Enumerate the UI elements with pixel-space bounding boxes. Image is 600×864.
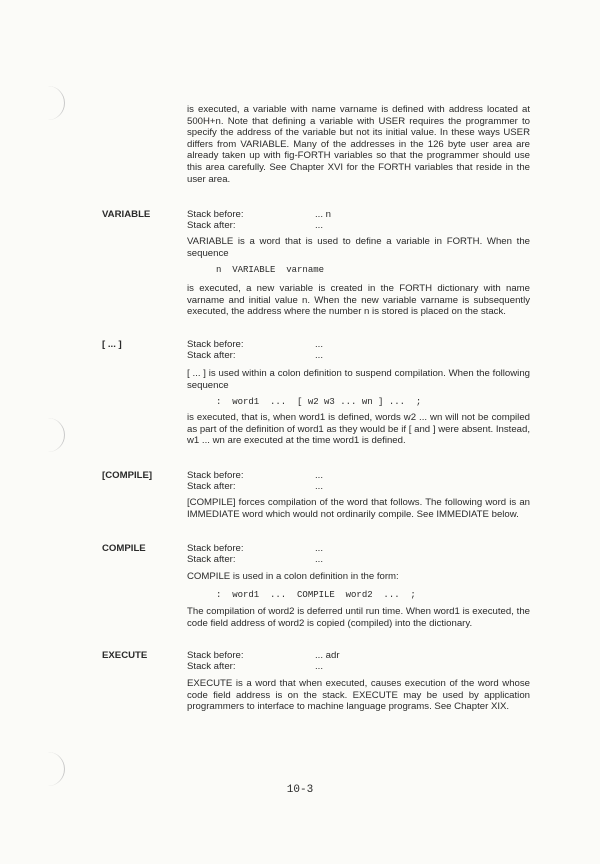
description: is executed, that is, when word1 is defined, words w2 ... wn will not be compiled as part of the definition of word1 as they would be if [ and ] were absent. Instead, w1 ... wn are executed at the time word1 is defined. xyxy=(187,412,530,447)
code-example: n VARIABLE varname xyxy=(216,265,325,275)
description: COMPILE is used in a colon definition in the form: xyxy=(187,571,399,582)
term-brackets: [ ... ] xyxy=(102,339,122,350)
description: VARIABLE is a word that is used to define a variable in FORTH. When the sequence xyxy=(187,236,530,259)
stack-before-label: Stack before: xyxy=(187,209,244,220)
description: [COMPILE] forces compilation of the word that follows. The following word is an IMMEDIATE word which would not ordinarily compile. See IMMEDIATE below. xyxy=(187,497,530,520)
stack-effect xyxy=(187,339,323,361)
stack-effect xyxy=(187,650,340,672)
stack-after-label: Stack after: xyxy=(187,661,236,673)
stack-effect xyxy=(187,470,323,492)
stack-effect xyxy=(187,209,331,231)
stack-before-value: ... xyxy=(315,543,323,554)
stack-after-label: Stack after: xyxy=(187,481,236,493)
intro-paragraph: is executed, a variable with name varname is defined with address located at 500H+n. Note that defining a variable with USER requires the programmer to specify the address of the variable but not its initial value. In these ways USER differs from VARIABLE. Many of the addresses in the 126 byte user area are already taken up with fig-FORTH variables so that the programmer should use this area carefully. See Chapter XVI for the FORTH variables that reside in the user area. xyxy=(187,104,530,185)
stack-effect xyxy=(187,543,323,565)
punch-hole-mark xyxy=(40,418,65,452)
stack-after-value: ... xyxy=(315,220,323,232)
term-compile: COMPILE xyxy=(102,543,146,554)
term-execute: EXECUTE xyxy=(102,650,148,661)
punch-hole-mark xyxy=(40,86,65,120)
stack-before-value: ... xyxy=(315,339,323,350)
term-variable: VARIABLE xyxy=(102,209,151,220)
stack-before-label: Stack before: xyxy=(187,650,244,661)
code-example: : word1 ... [ w2 w3 ... wn ] ... ; xyxy=(216,397,422,407)
stack-after-label: Stack after: xyxy=(187,220,236,232)
description: EXECUTE is a word that when executed, causes execution of the word whose code field address is on the stack. EXECUTE may be used by application programmers to interface to machine language programs. See Chapter XIX. xyxy=(187,678,530,713)
stack-before-value: ... adr xyxy=(315,650,340,661)
stack-before-value: ... xyxy=(315,470,323,481)
stack-after-value: ... xyxy=(315,554,323,566)
stack-after-label: Stack after: xyxy=(187,554,236,566)
punch-hole-mark xyxy=(40,752,65,786)
code-example: : word1 ... COMPILE word2 ... ; xyxy=(216,590,416,600)
description: The compilation of word2 is deferred until run time. When word1 is executed, the code field address of word2 is copied (compiled) into the dictionary. xyxy=(187,606,530,629)
stack-before-label: Stack before: xyxy=(187,543,244,554)
stack-after-value: ... xyxy=(315,350,323,362)
description: is executed, a new variable is created in the FORTH dictionary with name varname and initial value n. When the new variable varname is subsequently executed, the address where the number n is stored is placed on the stack. xyxy=(187,283,530,318)
stack-before-label: Stack before: xyxy=(187,470,244,481)
stack-after-label: Stack after: xyxy=(187,350,236,362)
stack-before-value: ... n xyxy=(315,209,331,220)
term-compile-bracketed: [COMPILE] xyxy=(102,470,153,481)
description: [ ... ] is used within a colon definition to suspend compilation. When the following sequence xyxy=(187,368,530,391)
stack-after-value: ... xyxy=(315,481,323,493)
stack-before-label: Stack before: xyxy=(187,339,244,350)
stack-after-value: ... xyxy=(315,661,323,673)
page-number: 10-3 xyxy=(286,784,314,796)
